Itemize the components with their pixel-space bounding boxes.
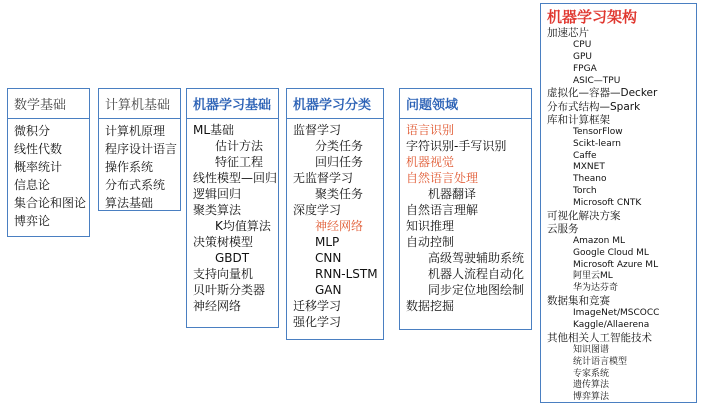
list-item: 线性代数 [14, 142, 63, 156]
list-item: 虚拟化—容器—Decker [547, 87, 658, 100]
list-item: 可视化解决方案 [547, 209, 621, 222]
list-item-highlight: 语言识别 [406, 123, 455, 137]
list-item: 神经网络 [193, 299, 242, 313]
list-item: 估计方法 [215, 139, 264, 153]
list-item: 聚类算法 [193, 203, 242, 217]
list-item: 库和计算框架 [547, 113, 610, 126]
list-item: CNN [315, 251, 342, 265]
list-item: 程序设计语言 [105, 142, 178, 156]
list-item-highlight: 自然语言处理 [406, 171, 479, 185]
list-item: 特征工程 [215, 155, 264, 169]
list-item: Scikt-learn [573, 138, 621, 149]
list-item: 回归任务 [315, 155, 364, 169]
math-foundation-box [7, 88, 90, 237]
list-item: K均值算法 [215, 219, 271, 233]
list-item: 统计语言模型 [573, 356, 628, 367]
list-item: 博弈论 [14, 214, 51, 228]
list-item: 聚类任务 [315, 187, 364, 201]
list-item: 计算机原理 [105, 124, 166, 138]
list-item: 强化学习 [293, 315, 342, 329]
list-item: 知识图谱 [573, 344, 610, 355]
list-item: 字符识别-手写识别 [406, 139, 507, 153]
list-item: ImageNet/MSCOCC [573, 308, 660, 319]
list-item: 深度学习 [293, 203, 342, 217]
list-item: Amazon ML [573, 235, 626, 246]
list-item: 机器人流程自动化 [428, 267, 525, 281]
list-item: ML基础 [193, 123, 235, 137]
list-item: 操作系统 [105, 160, 154, 174]
list-item: 专家系统 [573, 368, 610, 379]
problem-domain-title: 问题领域 [406, 98, 459, 113]
ml-classification-title: 机器学习分类 [293, 98, 372, 113]
list-item: 华为达芬奇 [573, 283, 619, 294]
list-item: 机器翻译 [428, 187, 477, 201]
ml-basics-box [186, 88, 279, 328]
list-item: ASIC—TPU [573, 75, 621, 86]
list-item: Kaggle/Allaerena [573, 319, 650, 330]
list-item: MXNET [573, 162, 605, 173]
list-item: 云服务 [547, 222, 579, 235]
list-item: 加速芯片 [547, 27, 589, 39]
list-item: 阿里云ML [573, 271, 613, 282]
list-item: Caffe [573, 150, 597, 161]
ml-basics-title: 机器学习基础 [193, 98, 272, 113]
ml-architecture-box [540, 3, 697, 403]
list-item: 数据挖掘 [406, 299, 455, 313]
list-item: 高级驾驶辅助系统 [428, 251, 525, 265]
list-item: 逻辑回归 [193, 187, 242, 201]
list-item: 概率统计 [14, 160, 63, 174]
list-item: 其他相关人工智能技术 [547, 331, 652, 344]
list-item: 监督学习 [293, 123, 342, 137]
list-item: Microsoft CNTK [573, 197, 642, 208]
list-item: Torch [573, 185, 597, 196]
list-item: 贝叶斯分类器 [193, 283, 266, 297]
list-item: 分类任务 [315, 139, 364, 153]
list-item: 迁移学习 [293, 299, 342, 313]
list-item: 遗传算法 [573, 380, 610, 391]
list-item: GPU [573, 52, 592, 62]
list-item-highlight: 机器视觉 [406, 155, 455, 169]
list-item: MLP [315, 235, 340, 249]
divider [287, 118, 383, 119]
list-item: RNN-LSTM [315, 267, 378, 281]
list-item: 数据集和竞赛 [547, 294, 610, 307]
cs-foundation-box [98, 88, 181, 211]
list-item: TensorFlow [573, 127, 623, 137]
divider [400, 118, 531, 119]
list-item: 微积分 [14, 124, 51, 138]
list-item: 分布式结构—Spark [547, 100, 641, 113]
list-item: 自然语言理解 [406, 203, 479, 217]
list-item: Google Cloud ML [573, 247, 649, 258]
list-item: 支持向量机 [193, 267, 254, 281]
list-item: 分布式系统 [105, 178, 166, 192]
ml-classification-box [286, 88, 384, 340]
list-item: CPU [573, 40, 592, 51]
list-item: Microsoft Azure ML [573, 259, 659, 270]
list-item: Theano [573, 174, 607, 185]
divider [187, 118, 278, 119]
list-item: 无监督学习 [293, 171, 354, 185]
list-item: 自动控制 [406, 235, 455, 249]
math-foundation-title: 数学基础 [14, 98, 67, 113]
list-item: GBDT [215, 251, 250, 265]
ml-architecture-title: 机器学习架构 [547, 8, 638, 26]
list-item: 信息论 [14, 178, 51, 192]
divider [8, 118, 89, 119]
list-item: 集合论和图论 [14, 196, 87, 210]
list-item: 知识推理 [406, 219, 455, 233]
list-item: 线性模型—回归 [193, 171, 278, 185]
list-item: 博弈算法 [573, 392, 610, 403]
list-item-highlight: 神经网络 [315, 219, 364, 233]
list-item: 同步定位地图绘制 [428, 283, 525, 297]
problem-domain-box [399, 88, 532, 330]
list-item: 算法基础 [105, 196, 154, 210]
divider [99, 118, 180, 119]
list-item: 决策树模型 [193, 235, 254, 249]
list-item: FPGA [573, 63, 597, 74]
cs-foundation-title: 计算机基础 [105, 98, 171, 113]
list-item: GAN [315, 283, 342, 297]
